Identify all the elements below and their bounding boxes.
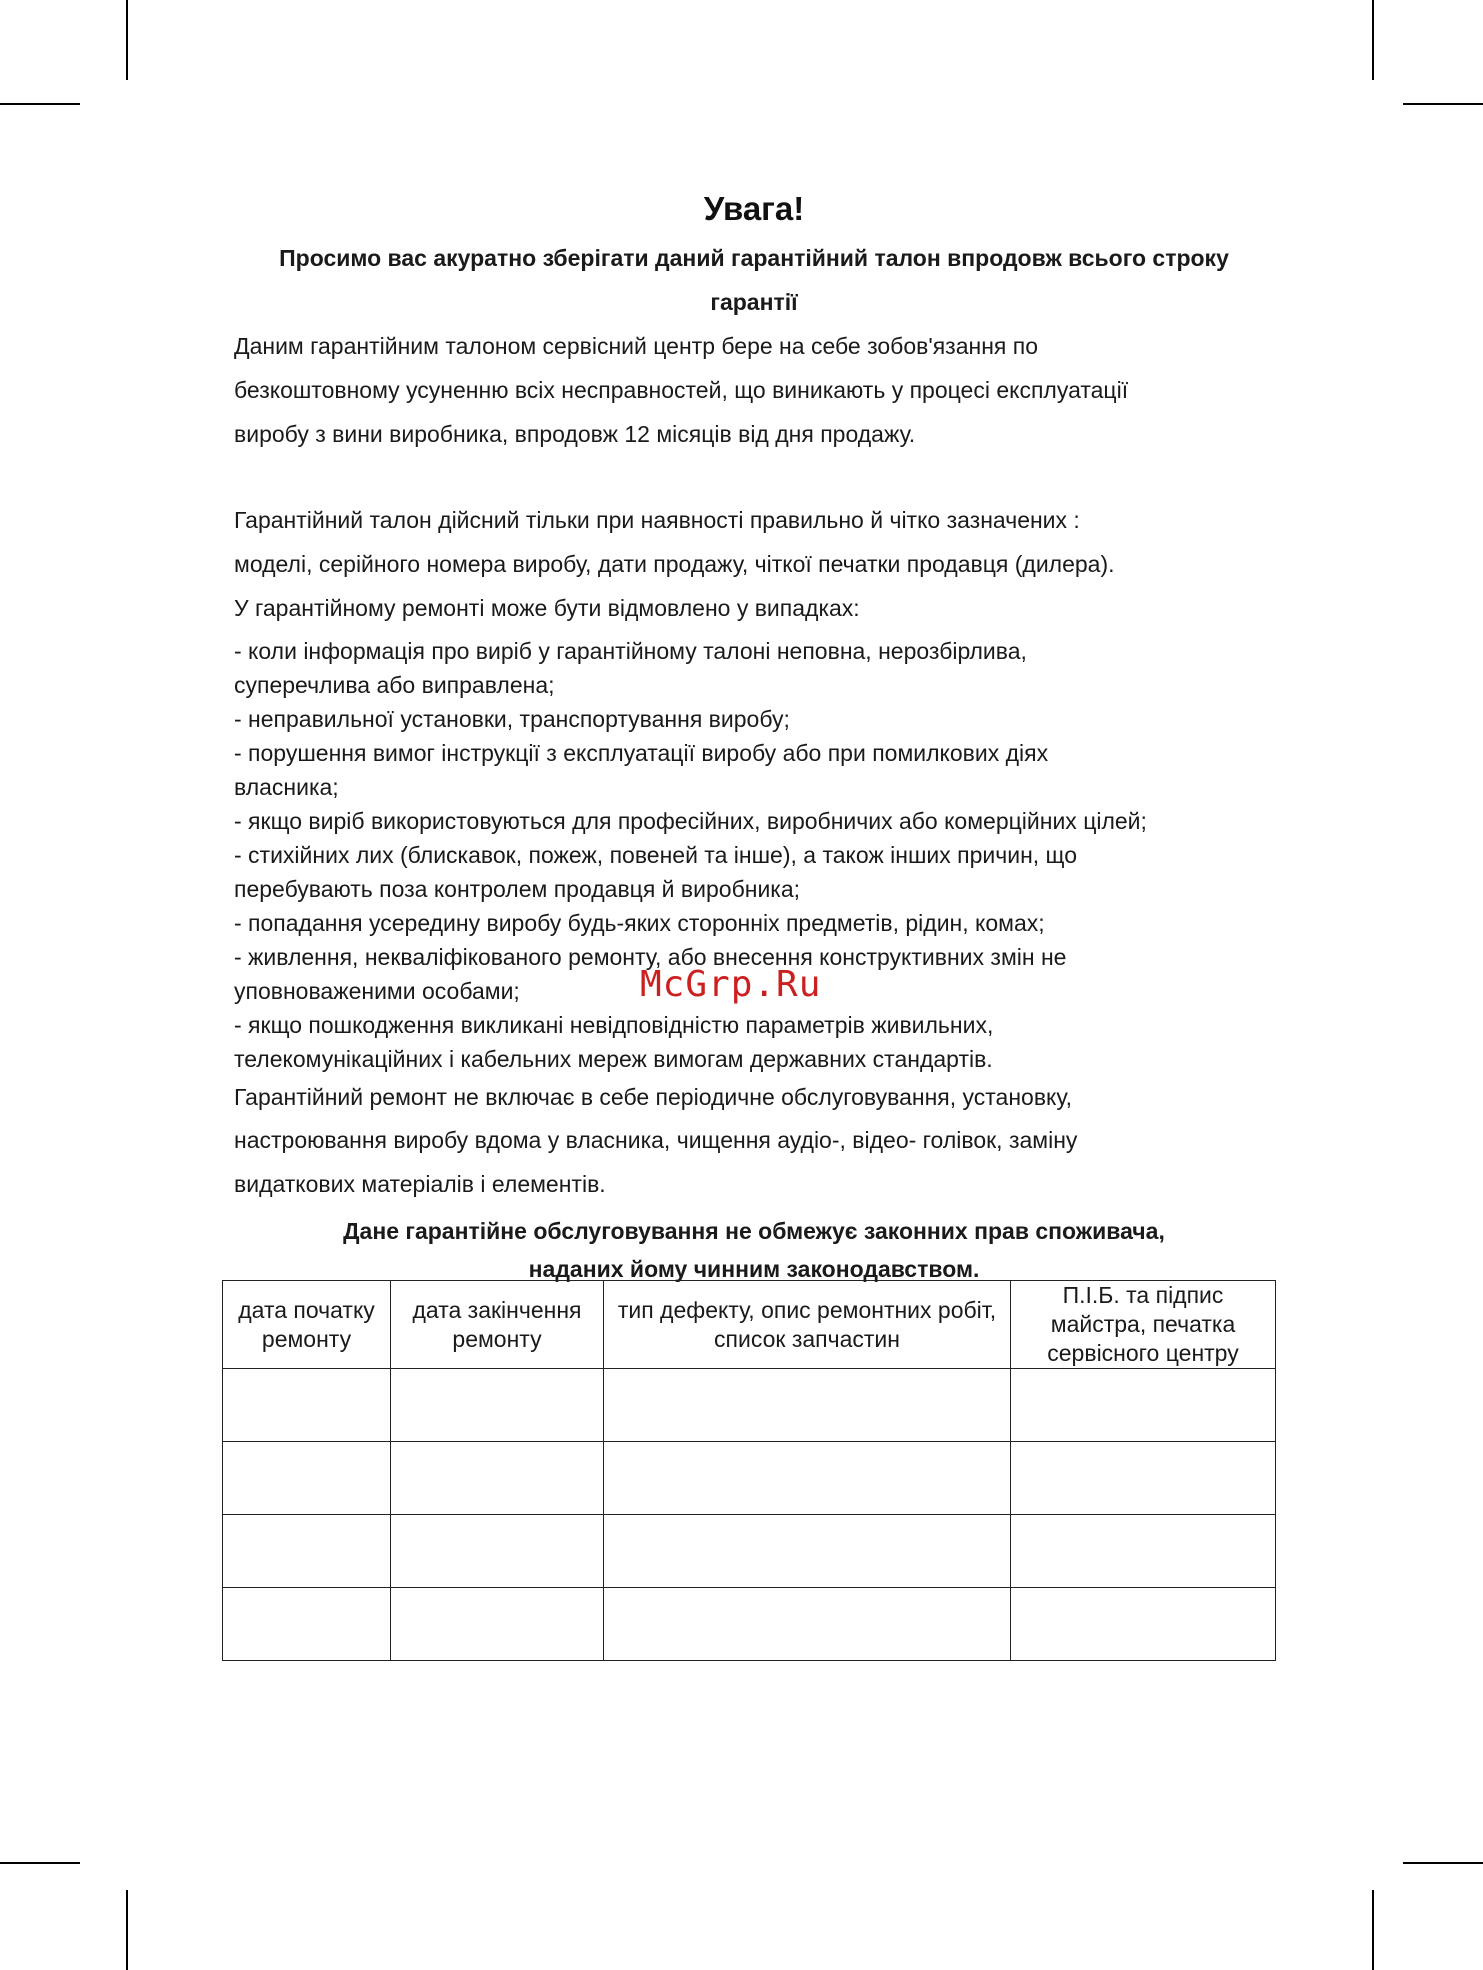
crop-mark-bottom-left-horizontal: [0, 1862, 80, 1864]
table-cell: [1011, 1369, 1276, 1442]
intro-paragraph: [234, 324, 1274, 456]
table-row: [223, 1442, 1276, 1515]
table-cell: [604, 1369, 1011, 1442]
validity-paragraph: [234, 498, 1274, 630]
table-cell: [391, 1369, 604, 1442]
table-row: [223, 1369, 1276, 1442]
crop-mark-bottom-right-horizontal: [1403, 1862, 1483, 1864]
crop-mark-top-left-horizontal: [0, 103, 80, 105]
warranty-text: [234, 190, 1274, 1288]
exclusion-paragraph: [234, 1076, 1274, 1206]
crop-mark-top-left-vertical: [126, 0, 128, 80]
table-row: [223, 1588, 1276, 1661]
table-cell: [604, 1442, 1011, 1515]
table-cell: [1011, 1588, 1276, 1661]
validity-line: У гарантійному ремонті може бути відмовлено у випадках:: [234, 595, 860, 621]
list-item: - якщо пошкодження викликані невідповідністю параметрів живильних,: [234, 1012, 994, 1038]
list-item: суперечлива або виправлена;: [234, 672, 555, 698]
list-item: власника;: [234, 774, 339, 800]
list-item: - неправильної установки, транспортування виробу;: [234, 706, 790, 732]
table-cell: [223, 1588, 391, 1661]
table-cell: [223, 1515, 391, 1588]
table-cell: [1011, 1515, 1276, 1588]
header-end-date: дата закінчення ремонту: [391, 1281, 604, 1369]
list-item: - стихійних лих (блискавок, пожеж, повеней та інше), а також інших причин, що: [234, 842, 1078, 868]
list-item: - коли інформація про виріб у гарантійному талоні неповна, нерозбірлива,: [234, 638, 1027, 664]
crop-mark-top-right-horizontal: [1403, 103, 1483, 105]
rights-note-line: наданих йому чинним законодавством.: [528, 1256, 980, 1282]
list-item: уповноваженими особами;: [234, 978, 520, 1004]
list-item: - порушення вимог інструкції з експлуатації виробу або при помилкових діях: [234, 740, 1049, 766]
header-defect-description: тип дефекту, опис ремонтних робіт, список запчастин: [604, 1281, 1011, 1369]
list-item: - якщо виріб використовуються для професійних, виробничих або комерційних цілей;: [234, 808, 1147, 834]
watermark: McGrp.Ru: [640, 964, 822, 1005]
table-cell: [223, 1369, 391, 1442]
list-item: - попадання усередину виробу будь-яких сторонніх предметів, рідин, комах;: [234, 910, 1045, 936]
crop-mark-top-right-vertical: [1372, 0, 1374, 80]
page-subtitle: Просимо вас акуратно зберігати даний гарантійний талон впродовж всього строку гарантії: [279, 245, 1229, 315]
refusal-cases-list: [234, 634, 1274, 1076]
exclusion-line: Гарантійний ремонт не включає в себе періодичне обслуговування, установку,: [234, 1084, 1072, 1110]
table-cell: [391, 1515, 604, 1588]
crop-mark-bottom-left-vertical: [126, 1890, 128, 1970]
table-header-row: [223, 1281, 1276, 1369]
intro-line: виробу з вини виробника, впродовж 12 місяців від дня продажу.: [234, 421, 916, 447]
exclusion-line: настроювання виробу вдома у власника, чищення аудіо-, відео- голівок, заміну: [234, 1127, 1078, 1153]
list-item: перебувають поза контролем продавця й виробника;: [234, 876, 801, 902]
repair-records-table: [222, 1280, 1276, 1661]
table-cell: [604, 1588, 1011, 1661]
rights-note: [234, 1212, 1274, 1288]
crop-mark-bottom-right-vertical: [1372, 1890, 1374, 1970]
table-cell: [391, 1588, 604, 1661]
exclusion-line: видаткових матеріалів і елементів.: [234, 1171, 606, 1197]
intro-line: безкоштовному усуненню всіх несправностей, що виникають у процесі експлуатації: [234, 377, 1129, 403]
table-row: [223, 1515, 1276, 1588]
header-start-date: дата початку ремонту: [223, 1281, 391, 1369]
table-cell: [1011, 1442, 1276, 1515]
validity-line: Гарантійний талон дійсний тільки при наявності правильно й чітко зазначених :: [234, 507, 1080, 533]
intro-line: Даним гарантійним талоном сервісний центр бере на себе зобов'язання по: [234, 333, 1039, 359]
page-title: Увага!: [703, 190, 805, 227]
table-cell: [223, 1442, 391, 1515]
list-item: телекомунікаційних і кабельних мереж вимогам державних стандартів.: [234, 1046, 993, 1072]
table-cell: [604, 1515, 1011, 1588]
list-item: - живлення, некваліфікованого ремонту, або внесення конструктивних змін не: [234, 944, 1067, 970]
rights-note-line: Дане гарантійне обслуговування не обмежує законних прав споживача,: [343, 1218, 1165, 1244]
table-cell: [391, 1442, 604, 1515]
validity-line: моделі, серійного номера виробу, дати продажу, чіткої печатки продавця (дилера).: [234, 551, 1115, 577]
header-master-signature: П.І.Б. та підпис майстра, печатка сервісного центру: [1011, 1281, 1276, 1369]
